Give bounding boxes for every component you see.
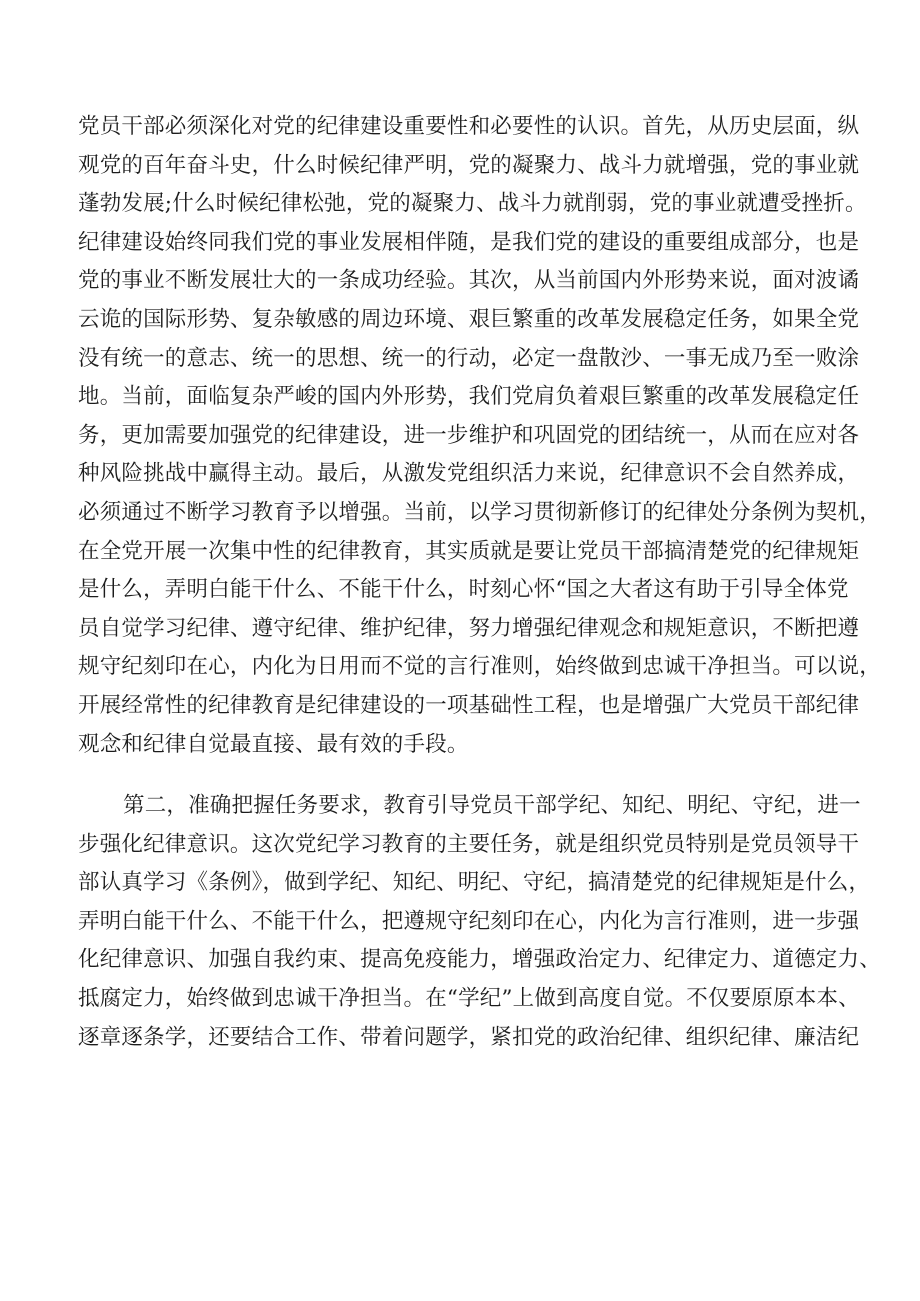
text-line: 抵腐定力，始终做到忠诚干净担当。在“学纪”上做到高度自觉。不仅要原原本本、 xyxy=(78,986,860,1012)
text-line: 员自觉学习纪律、遵守纪律、维护纪律，努力增强纪律观念和规矩意识，不断把遵 xyxy=(78,615,860,641)
text-line: 逐章逐条学，还要结合工作、带着问题学，紧扣党的政治纪律、组织纪律、廉洁纪 xyxy=(78,1024,860,1050)
text-line: 观党的百年奋斗史，什么时候纪律严明，党的凝聚力、战斗力就增强，党的事业就 xyxy=(78,152,860,178)
text-line: 地。当前，面临复杂严峻的国内外形势，我们党肩负着艰巨繁重的改革发展稳定任 xyxy=(78,384,860,410)
text-line: 党员干部必须深化对党的纪律建设重要性和必要性的认识。首先，从历史层面，纵 xyxy=(78,114,860,139)
text-line: 是什么，弄明白能干什么、不能干什么，时刻心怀“国之大者这有助于引导全体党 xyxy=(78,577,849,603)
text-line: 种风险挑战中赢得主动。最后，从激发党组织活力来说，纪律意识不会自然养成， xyxy=(78,461,860,487)
text-line: 第二，准确把握任务要求，教育引导党员干部学纪、知纪、明纪、守纪，进一 xyxy=(123,793,861,819)
paragraph-2 xyxy=(78,787,881,1057)
text-line: 党的事业不断发展壮大的一条成功经验。其次，从当前国内外形势来说，面对波谲 xyxy=(78,268,860,294)
paragraph-1 xyxy=(78,108,881,764)
document-body xyxy=(78,108,881,1057)
text-line: 必须通过不断学习教育予以增强。当前，以学习贯彻新修订的纪律处分条例为契机， xyxy=(78,499,881,525)
text-line: 化纪律意识、加强自我约束、提高免疫能力，增强政治定力、纪律定力、道德定力、 xyxy=(78,947,881,973)
text-line: 务，更加需要加强党的纪律建设，进一步维护和巩固党的团结统一，从而在应对各 xyxy=(78,422,860,448)
text-line: 步强化纪律意识。这次党纪学习教育的主要任务，就是组织党员特别是党员领导干 xyxy=(78,831,860,857)
text-line: 弄明白能干什么、不能干什么，把遵规守纪刻印在心，内化为言行准则，进一步强 xyxy=(78,908,860,934)
text-line: 纪律建设始终同我们党的事业发展相伴随，是我们党的建设的重要组成部分，也是 xyxy=(78,229,860,255)
text-line: 观念和纪律自觉最直接、最有效的手段。 xyxy=(78,731,469,757)
text-line: 没有统一的意志、统一的思想、统一的行动，必定一盘散沙、一事无成乃至一败涂 xyxy=(78,345,860,371)
text-line: 在全党开展一次集中性的纪律教育，其实质就是要让党员干部搞清楚党的纪律规矩 xyxy=(78,538,860,564)
text-line: 部认真学习《条例》，做到学纪、知纪、明纪、守纪，搞清楚党的纪律规矩是什么， xyxy=(78,870,871,896)
text-line: 开展经常性的纪律教育是纪律建设的一项基础性工程，也是增强广大党员干部纪律 xyxy=(78,692,860,718)
text-line: 规守纪刻印在心，内化为日用而不觉的言行准则，始终做到忠诚干净担当。可以说， xyxy=(78,654,881,680)
text-line: 云诡的国际形势、复杂敏感的周边环境、艰巨繁重的改革发展稳定任务，如果全党 xyxy=(78,306,860,332)
text-line: 蓬勃发展;什么时候纪律松弛，党的凝聚力、战斗力就削弱，党的事业就遭受挫折。 xyxy=(78,191,867,217)
